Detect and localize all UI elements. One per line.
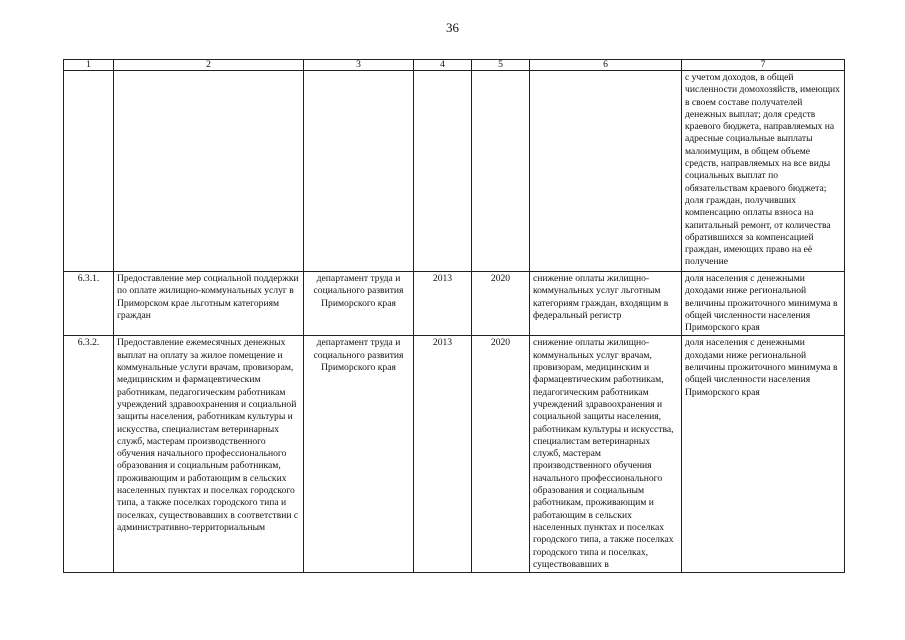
program-table [63,59,845,573]
expected-result: снижение оплаты жилищно-коммунальных услуг врачам, провизорам, медицинским и фармацевтическим работникам, педагогическим работникам учреждений здравоохранения и социальной защиты населения, работникам культуры и искусства, специалистам ветеринарных служб, мастерам производственного обучения начального профессионального образования и социальным работникам, проживающим и работающим в сельских населенных пунктах и поселках городского типа, а также поселках городского типа и поселках, существовавших в [530,336,682,573]
expected-result: снижение оплаты жилищно-коммунальных услуг льготным категориям граждан, входящим в федеральный регистр [530,272,682,336]
table-row [64,336,845,573]
header-cell: 3 [304,60,414,71]
executor [304,71,414,272]
measure-name: Предоставление мер социальной поддержки по оплате жилищно-коммунальных услуг в Приморском крае льготным категориям граждан [114,272,304,336]
measure-name: Предоставление ежемесячных денежных выплат на оплату за жилое помещение и коммунальные услуги врачам, провизорам, медицинским и фармацевтическим работникам, педагогическим работникам учреждений здравоохранения и социальной защиты населения, работникам культуры и искусства, специалистам ветеринарных служб, мастерам производственного обучения начального профессионального образования и социальным работникам, проживающим и работающим в сельских населенных пунктах и поселках городского типа, а также поселках городского типа и поселках, существовавших в соответствии с административно-территориальным [114,336,304,573]
indicator: с учетом доходов, в общей численности домохозяйств, имеющих в своем составе получателей денежных выплат; доля средств краевого бюджета, направляемых на адресные социальные выплаты малоимущим, в общем объеме средств, направляемых на все виды социальных выплат по обязательствам краевого бюджета; доля граждан, получивших компенсацию оплаты взноса на капитальный ремонт, от количества обратившихся за компенсацией граждан, имеющих право на её получение [682,71,845,272]
indicator: доля населения с денежными доходами ниже региональной величины прожиточного минимума в общей численности населения Приморского края [682,336,845,573]
executor: департамент труда и социального развития Приморского края [304,272,414,336]
row-number [64,71,114,272]
start-year: 2013 [414,272,472,336]
row-number: 6.3.2. [64,336,114,573]
end-year: 2020 [472,272,530,336]
row-number: 6.3.1. [64,272,114,336]
expected-result [530,71,682,272]
header-cell: 4 [414,60,472,71]
page-number: 36 [446,20,459,35]
header-cell: 1 [64,60,114,71]
start-year [414,71,472,272]
indicator: доля населения с денежными доходами ниже региональной величины прожиточного минимума в общей численности населения Приморского края [682,272,845,336]
start-year: 2013 [414,336,472,573]
measure-name [114,71,304,272]
executor: департамент труда и социального развития Приморского края [304,336,414,573]
header-cell: 7 [682,60,845,71]
header-cell: 6 [530,60,682,71]
table-row [64,71,845,272]
header-row [64,60,845,71]
end-year [472,71,530,272]
header-cell: 5 [472,60,530,71]
end-year: 2020 [472,336,530,573]
header-cell: 2 [114,60,304,71]
table-row [64,272,845,336]
